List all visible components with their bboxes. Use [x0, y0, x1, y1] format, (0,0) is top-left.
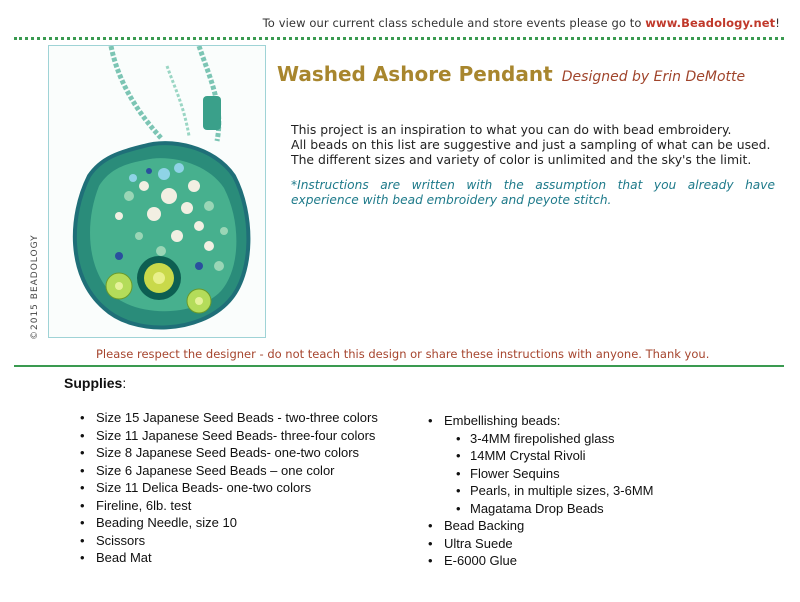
supplies-heading-text: Supplies — [64, 375, 123, 391]
supplies-list-left — [80, 409, 378, 567]
list-item: • Size 11 Delica Beads- one-two colors — [80, 479, 378, 497]
list-item: • Bead Backing — [428, 517, 654, 535]
list-item: • E-6000 Glue — [428, 552, 654, 570]
supplies-heading — [64, 375, 126, 391]
store-events-note-end: ! — [775, 16, 780, 30]
assumption-note: *Instructions are written with the assumption that you already have experience with bead embroidery and peyote stitch. — [291, 178, 775, 207]
list-item: • Size 11 Japanese Seed Beads- three-four colors — [80, 427, 378, 445]
list-item: • Ultra Suede — [428, 535, 654, 553]
pendant-name: Washed Ashore Pendant — [277, 62, 553, 86]
list-subitem: • 3-4MM firepolished glass — [428, 430, 654, 448]
store-events-note — [180, 16, 780, 30]
list-item: • Size 6 Japanese Seed Beads – one color — [80, 462, 378, 480]
beadology-site-link[interactable]: www.Beadology.net — [645, 16, 776, 30]
list-item: • Scissors — [80, 532, 378, 550]
pendant-illustration — [49, 46, 266, 338]
list-item: • Fireline, 6lb. test — [80, 497, 378, 515]
project-title — [277, 62, 745, 86]
copyright-mark: ©2015 BEADOLOGY — [30, 234, 40, 340]
pendant-photo — [48, 45, 266, 338]
list-item: • Size 15 Japanese Seed Beads - two-three colors — [80, 409, 378, 427]
respect-designer-notice: Please respect the designer - do not teach this design or share these instructions with anyone. Thank you. — [96, 347, 710, 361]
intro-line: All beads on this list are suggestive and just a sampling of what can be used. — [291, 137, 771, 152]
list-subitem: • 14MM Crystal Rivoli — [428, 447, 654, 465]
supplies-list-right — [428, 412, 654, 570]
intro-paragraph — [291, 122, 771, 167]
list-item: • Beading Needle, size 10 — [80, 514, 378, 532]
list-subitem: • Flower Sequins — [428, 465, 654, 483]
intro-line: The different sizes and variety of color is unlimited and the sky's the limit. — [291, 152, 752, 167]
store-events-note-text: To view our current class schedule and store events please go to — [262, 16, 646, 30]
list-subitem: • Magatama Drop Beads — [428, 500, 654, 518]
list-item: • Size 8 Japanese Seed Beads- one-two colors — [80, 444, 378, 462]
list-subitem: • Pearls, in multiple sizes, 3-6MM — [428, 482, 654, 500]
top-dotted-divider — [14, 37, 784, 40]
list-item: • Bead Mat — [80, 549, 378, 567]
designer-credit: Designed by Erin DeMotte — [561, 69, 746, 85]
list-item: • Embellishing beads: — [428, 412, 654, 430]
section-divider — [14, 365, 784, 367]
supplies-heading-colon: : — [122, 375, 127, 391]
intro-line: This project is an inspiration to what you can do with bead embroidery. — [291, 122, 732, 137]
